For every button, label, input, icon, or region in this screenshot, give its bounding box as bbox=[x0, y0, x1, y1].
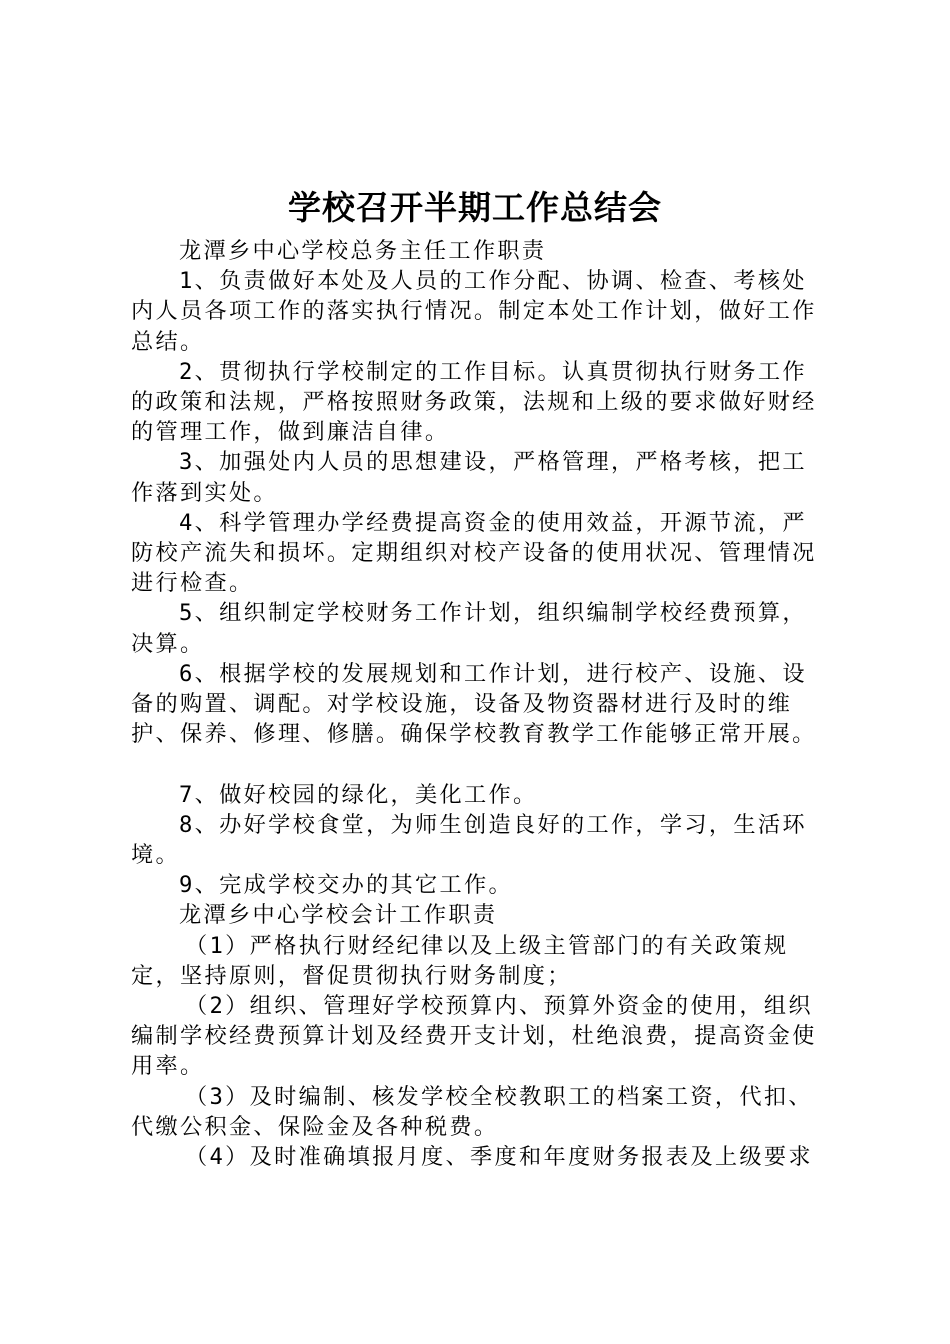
document-title: 学校召开半期工作总结会 bbox=[288, 188, 662, 227]
duty-item-2: 2、贯彻执行学校制定的工作目标。认真贯彻执行财务工作的政策和法规，严格按照财务政策，法规和上级的要求做好财经的管理工作，做到廉洁自律。 bbox=[131, 358, 817, 446]
duty-item-5: 5、组织制定学校财务工作计划，组织编制学校经费预算，决算。 bbox=[131, 600, 807, 657]
accountant-duty-4: （4）及时准确填报月度、季度和年度财务报表及上级要求 bbox=[185, 1144, 813, 1171]
section-heading-accountant: 龙潭乡中心学校会计工作职责 bbox=[179, 902, 498, 929]
blank-line bbox=[131, 749, 831, 779]
duty-item-7: 7、做好校园的绿化，美化工作。 bbox=[179, 781, 538, 808]
duty-item-3: 3、加强处内人员的思想建设，严格管理，严格考核，把工作落到实处。 bbox=[131, 449, 807, 506]
accountant-duty-1: （1）严格执行财经纪律以及上级主管部门的有关政策规定，坚持原则，督促贯彻执行财务制度； bbox=[131, 932, 789, 989]
duty-item-8: 8、办好学校食堂，为师生创造良好的工作，学习，生活环境。 bbox=[131, 811, 807, 869]
document-body bbox=[131, 236, 831, 1172]
accountant-duty-3: （3）及时编制、核发学校全校教职工的档案工资，代扣、代缴公积金、保险金及各种税费。 bbox=[131, 1083, 813, 1140]
duty-item-1: 1、负责做好本处及人员的工作分配、协调、检查、考核处内人员各项工作的落实执行情况。制定本处工作计划，做好工作总结。 bbox=[131, 268, 817, 355]
duty-item-9: 9、完成学校交办的其它工作。 bbox=[179, 872, 513, 899]
accountant-duty-2: （2）组织、管理好学校预算内、预算外资金的使用，组织编制学校经费预算计划及经费开支计划，杜绝浪费，提高资金使用率。 bbox=[131, 993, 817, 1080]
section-heading-general-affairs: 龙潭乡中心学校总务主任工作职责 bbox=[179, 238, 547, 264]
duty-item-6: 6、根据学校的发展规划和工作计划，进行校产、设施、设备的购置、调配。对学校设施，设备及物资器材进行及时的维护、保养、修理、修膳。确保学校教育教学工作能够正常开展。 bbox=[131, 660, 817, 748]
duty-item-4: 4、科学管理办学经费提高资金的使用效益，开源节流，严防校产流失和损坏。定期组织对校产设备的使用状况、管理情况进行检查。 bbox=[131, 509, 817, 597]
